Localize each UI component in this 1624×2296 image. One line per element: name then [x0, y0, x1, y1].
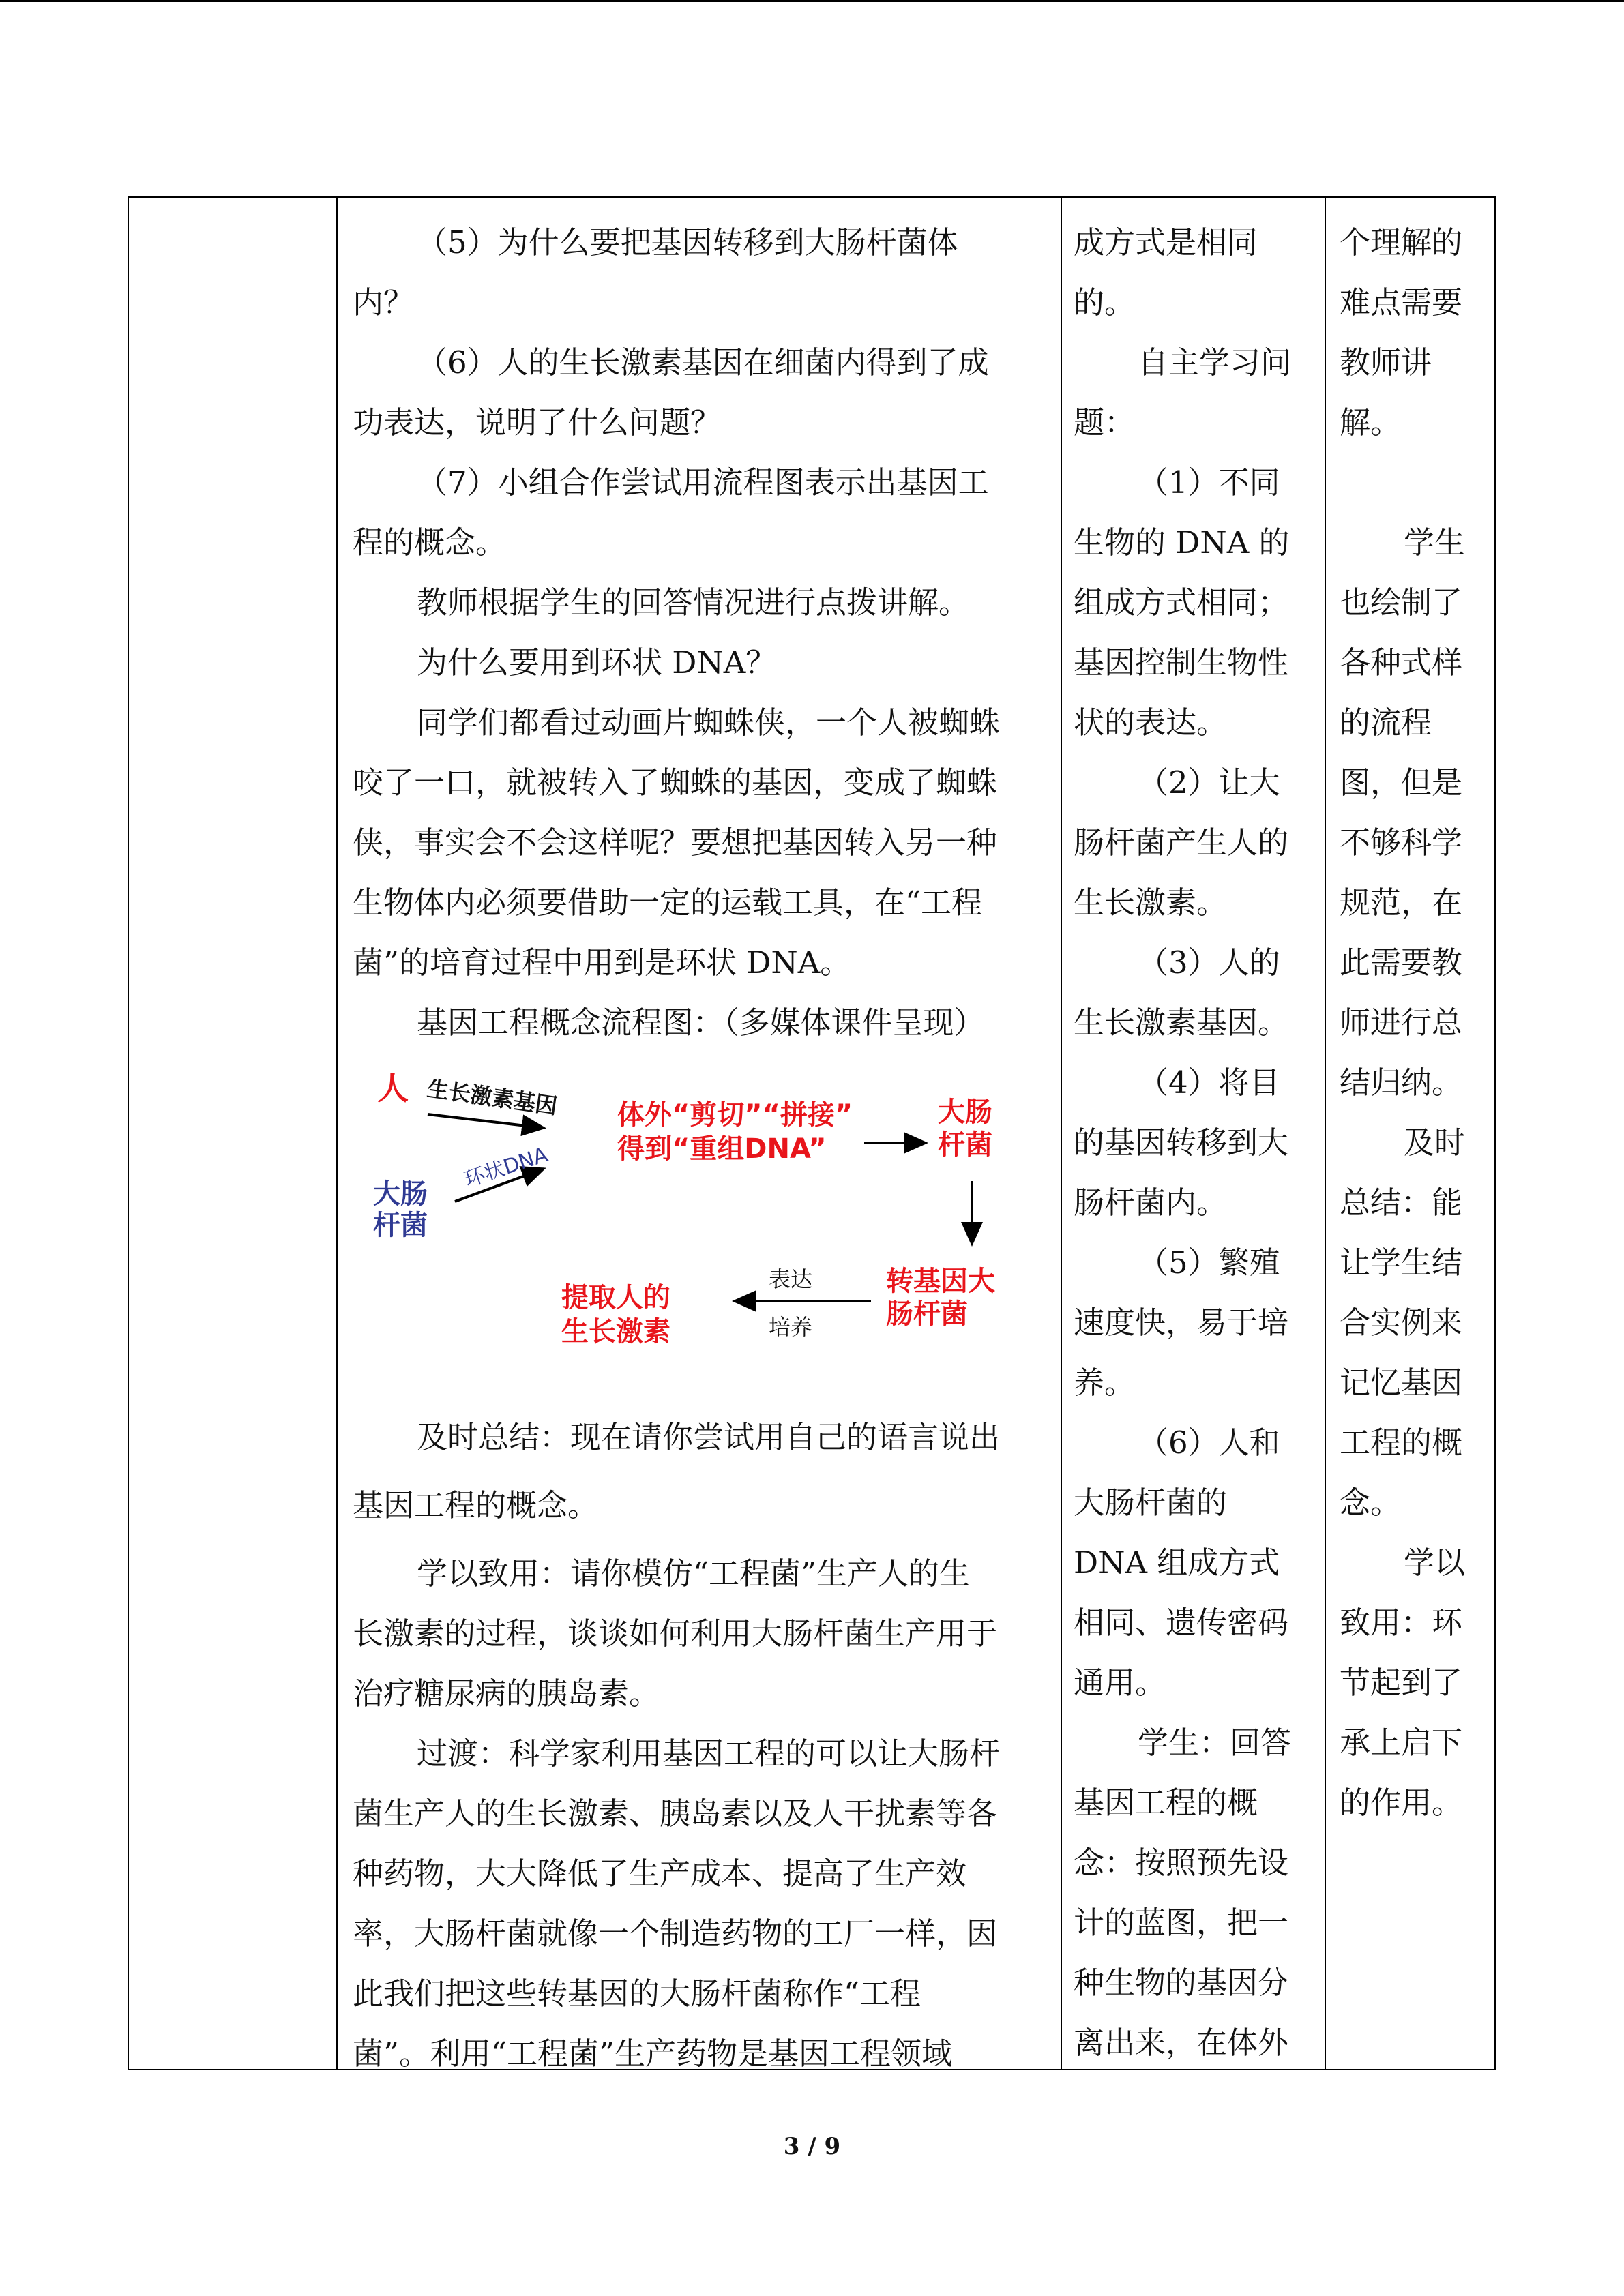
text-line: 及时	[1404, 1124, 1466, 1161]
label-express: 表达	[769, 1266, 813, 1292]
label-ecoli-2: 杆菌	[373, 1210, 428, 1241]
text-line: 肠杆菌内。	[1074, 1184, 1228, 1221]
text-line: 规范，在	[1340, 884, 1463, 921]
paragraph: 基因工程的概念。	[353, 1487, 599, 1523]
paragraph: 菌”的培育过程中用到是环状 DNA。	[353, 944, 851, 981]
label-gene: 生长激素基因	[425, 1075, 559, 1120]
text-line: 题：	[1074, 404, 1136, 441]
text-line: 的基因转移到大	[1074, 1124, 1289, 1161]
paragraph: 教师根据学生的回答情况进行点拨讲解。	[417, 584, 970, 621]
text-line: （6）人和	[1138, 1425, 1280, 1461]
paragraph: （6）人的生长激素基因在细菌内得到了成	[417, 344, 989, 381]
text-line: 计的蓝图，把一	[1074, 1905, 1289, 1941]
paragraph: 此我们把这些转基因的大肠杆菌称作“工程	[353, 1976, 921, 2012]
text-line: 养。	[1074, 1365, 1136, 1401]
text-line: （5）繁殖	[1138, 1244, 1280, 1281]
teaching-content-column	[353, 213, 1048, 2084]
paragraph: 菌”。利用“工程菌”生产药物是基因工程领域	[353, 2036, 953, 2072]
text-line: （4）将目	[1138, 1064, 1280, 1101]
text-line: 速度快，易于培	[1074, 1304, 1289, 1341]
text-line: 通用。	[1074, 1665, 1166, 1701]
label-ring-dna: 环状DNA	[461, 1143, 551, 1193]
paragraph: 侠，事实会不会这样呢？要想把基因转入另一种	[353, 824, 998, 861]
student-activity-column	[1074, 213, 1308, 2073]
text-line: （3）人的	[1138, 944, 1280, 981]
text-line: 离出来，在体外	[1074, 2025, 1289, 2061]
text-line: 种生物的基因分	[1074, 1965, 1289, 2001]
label-ecoli-1: 大肠	[373, 1178, 428, 1210]
text-line: 承上启下	[1340, 1725, 1463, 1761]
text-line: 的流程	[1340, 704, 1432, 741]
column-divider	[1325, 198, 1326, 2069]
text-line: 的作用。	[1340, 1785, 1463, 1821]
paragraph: 过渡：科学家利用基因工程的可以让大肠杆	[417, 1735, 1001, 1772]
text-line: 此需要教	[1340, 944, 1463, 981]
label-culture: 培养	[769, 1314, 813, 1340]
text-line: 各种式样	[1340, 644, 1463, 681]
paragraph: 功表达，说明了什么问题？	[353, 404, 722, 441]
paragraph: 咬了一口，就被转入了蜘蛛的基因，变成了蜘蛛	[353, 764, 998, 801]
paragraph: （5）为什么要把基因转移到大肠杆菌体	[417, 224, 958, 260]
column-divider	[336, 198, 338, 2069]
paragraph: 治疗糖尿病的胰岛素。	[353, 1675, 660, 1712]
text-line: 师进行总	[1340, 1004, 1463, 1041]
page-number: 3 / 9	[783, 2133, 841, 2160]
text-line: DNA 组成方式	[1074, 1545, 1280, 1581]
text-line: 工程的概	[1340, 1425, 1463, 1461]
design-intent-column	[1340, 213, 1483, 1833]
text-line: （1）不同	[1138, 464, 1280, 501]
paragraph: 内？	[353, 284, 415, 320]
paragraph: 基因工程概念流程图：（多媒体课件呈现）	[417, 1004, 985, 1041]
text-line: 结归纳。	[1340, 1064, 1463, 1101]
text-line: 不够科学	[1340, 824, 1463, 861]
lesson-table	[128, 196, 1496, 2070]
text-line: 解。	[1340, 404, 1402, 441]
text-line: 难点需要	[1340, 284, 1463, 320]
text-line: 念：按照预先设	[1074, 1845, 1289, 1881]
paragraph: 及时总结：现在请你尝试用自己的语言说出	[417, 1419, 1001, 1455]
paragraph: 种药物，大大降低了生产成本、提高了生产效	[353, 1855, 967, 1892]
text-line: 学以	[1404, 1545, 1466, 1581]
text-line: 组成方式相同；	[1074, 584, 1289, 621]
text-line: 相同、遗传密码	[1074, 1605, 1289, 1641]
text-line: 致用：环	[1340, 1605, 1463, 1641]
gene-engineering-flowchart	[353, 1053, 1048, 1407]
text-line: （2）让大	[1138, 764, 1280, 801]
text-line: 生长激素基因。	[1074, 1004, 1289, 1041]
text-line: 基因工程的概	[1074, 1785, 1258, 1821]
text-line: 合实例来	[1340, 1304, 1463, 1341]
label-target-1: 大肠	[938, 1097, 992, 1128]
text-line: 教师讲	[1340, 344, 1432, 381]
text-line: 念。	[1340, 1485, 1402, 1521]
paragraph: 生物体内必须要借助一定的运载工具，在“工程	[353, 884, 983, 921]
label-recombine-2: 得到“重组DNA”	[617, 1133, 827, 1165]
text-line: 的。	[1074, 284, 1136, 320]
spacer	[1340, 453, 1483, 513]
top-rule	[0, 0, 1624, 2]
text-line: 图，但是	[1340, 764, 1463, 801]
text-line: 自主学习问	[1138, 344, 1292, 381]
text-line: 大肠杆菌的	[1074, 1485, 1228, 1521]
text-line: 让学生结	[1340, 1244, 1463, 1281]
label-target-2: 杆菌	[938, 1129, 992, 1161]
label-recombine-1: 体外“剪切”“拼接”	[617, 1099, 853, 1131]
text-line: 生长激素。	[1074, 884, 1228, 921]
label-transgenic-2: 肠杆菌	[886, 1298, 968, 1330]
label-human: 人	[377, 1070, 409, 1107]
column-divider	[1061, 198, 1062, 2069]
paragraph: 长激素的过程，谈谈如何利用大肠杆菌生产用于	[353, 1615, 998, 1652]
text-line: 肠杆菌产生人的	[1074, 824, 1289, 861]
label-transgenic-1: 转基因大	[886, 1266, 995, 1297]
text-line: 学生：回答	[1138, 1725, 1292, 1761]
paragraph: 率，大肠杆菌就像一个制造药物的工厂一样，因	[353, 1915, 998, 1952]
text-line: 也绘制了	[1340, 584, 1463, 621]
text-line: 学生	[1404, 524, 1466, 561]
paragraph: 为什么要用到环状 DNA？	[417, 644, 777, 681]
text-line: 个理解的	[1340, 224, 1463, 260]
text-line: 基因控制生物性	[1074, 644, 1289, 681]
paragraph: 菌生产人的生长激素、胰岛素以及人干扰素等各	[353, 1795, 998, 1832]
paragraph: 同学们都看过动画片蜘蛛侠，一个人被蜘蛛	[417, 704, 1001, 741]
label-extract-1: 提取人的	[561, 1282, 670, 1313]
text-line: 生物的 DNA 的	[1074, 524, 1290, 561]
arrow-gene	[428, 1114, 544, 1128]
paragraph: 程的概念。	[353, 524, 507, 561]
text-line: 总结：能	[1340, 1184, 1463, 1221]
paragraph: 学以致用：请你模仿“工程菌”生产人的生	[417, 1555, 971, 1592]
text-line: 记忆基因	[1340, 1365, 1463, 1401]
text-line: 节起到了	[1340, 1665, 1463, 1701]
label-extract-2: 生长激素	[561, 1316, 670, 1347]
text-line: 成方式是相同	[1074, 224, 1258, 260]
text-line: 状的表达。	[1074, 704, 1228, 741]
paragraph: （7）小组合作尝试用流程图表示出基因工	[417, 464, 989, 501]
